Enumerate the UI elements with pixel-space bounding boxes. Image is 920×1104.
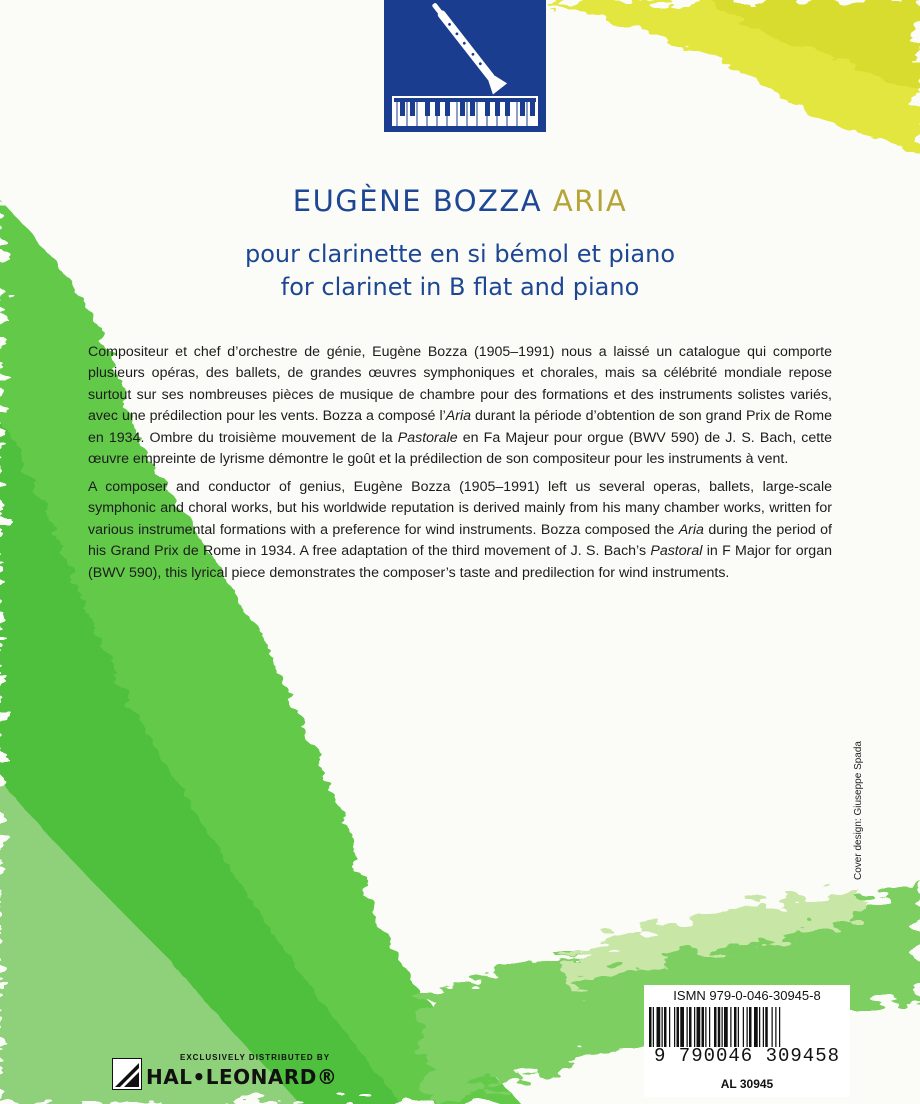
description-english-work-2: Pastoral	[650, 543, 703, 560]
barcode-panel	[644, 985, 850, 1097]
description-french-work-1: Aria	[445, 408, 471, 425]
distributor-name: HAL•LEONARD®	[146, 1065, 338, 1089]
description-english	[88, 477, 832, 584]
subtitle-french: pour clarinette en si bémol et piano	[245, 240, 675, 268]
work-title: ARIA	[552, 184, 628, 218]
catalog-number: AL 30945	[720, 1077, 774, 1091]
barcode-digits: 9 790046 309458	[653, 1045, 841, 1067]
clarinet-emblem	[384, 0, 546, 132]
subtitle-english: for clarinet in B flat and piano	[280, 273, 640, 301]
ismn-number: ISMN 979-0-046-30945-8	[673, 988, 821, 1003]
page-title	[0, 184, 920, 218]
distributor-label: EXCLUSIVELY DISTRIBUTED BY	[180, 1053, 331, 1062]
composer-name: EUGÈNE BOZZA	[292, 184, 543, 218]
description-english-part-2: during the period of his Grand Prix de Rome in 1934. A free adaptation of the third movement of J. S. Bach’s	[88, 521, 832, 560]
description-english-work-1: Aria	[678, 521, 704, 538]
description-french-part-3: en Fa Majeur pour orgue (BWV 590) de J. S. Bach, cette œuvre empreinte de lyrisme démontre le goût et la prédilection de son compositeur pour les instruments à vent.	[88, 429, 832, 468]
clarinet-piano-keyboard-icon	[384, 0, 546, 132]
description-french-work-2: Pastorale	[397, 429, 458, 446]
description-french-part-2: durant la période d’obtention de son grand Prix de Rome en 1934. Ombre du troisième mouvement de la	[88, 408, 832, 446]
barcode-bars	[647, 1007, 847, 1047]
description-english-part-1: A composer and conductor of genius, Eugène Bozza (1905–1991) left us several operas, ballets, large-scale symphonic and choral works, but his worldwide reputation is derived mainly from his many chamber works, written for various instrumental formations with a preference for wind instruments. Bozza composed the	[88, 479, 832, 538]
description-french	[88, 342, 832, 470]
hal-leonard-logo-icon	[112, 1058, 142, 1090]
distributor	[108, 1052, 388, 1096]
description-french-part-1: Compositeur et chef d’orchestre de génie, Eugène Bozza (1905–1991) nous a laissé un catalogue qui comporte plusieurs opéras, des ballets, de grandes œuvres symphoniques et chorales, mais sa célébrité mondiale repose surtout sur ses nombreuses pièces de musique de chambre pour des formations et des instruments solistes variés, avec une prédilection pour les vents. Bozza a composé l’	[88, 344, 832, 425]
description-english-part-3: in F Major for organ (BWV 590), this lyrical piece demonstrates the composer’s taste and predilection for wind instruments.	[88, 543, 832, 581]
cover-design-credit: Cover design: Giuseppe Spada	[853, 741, 864, 880]
